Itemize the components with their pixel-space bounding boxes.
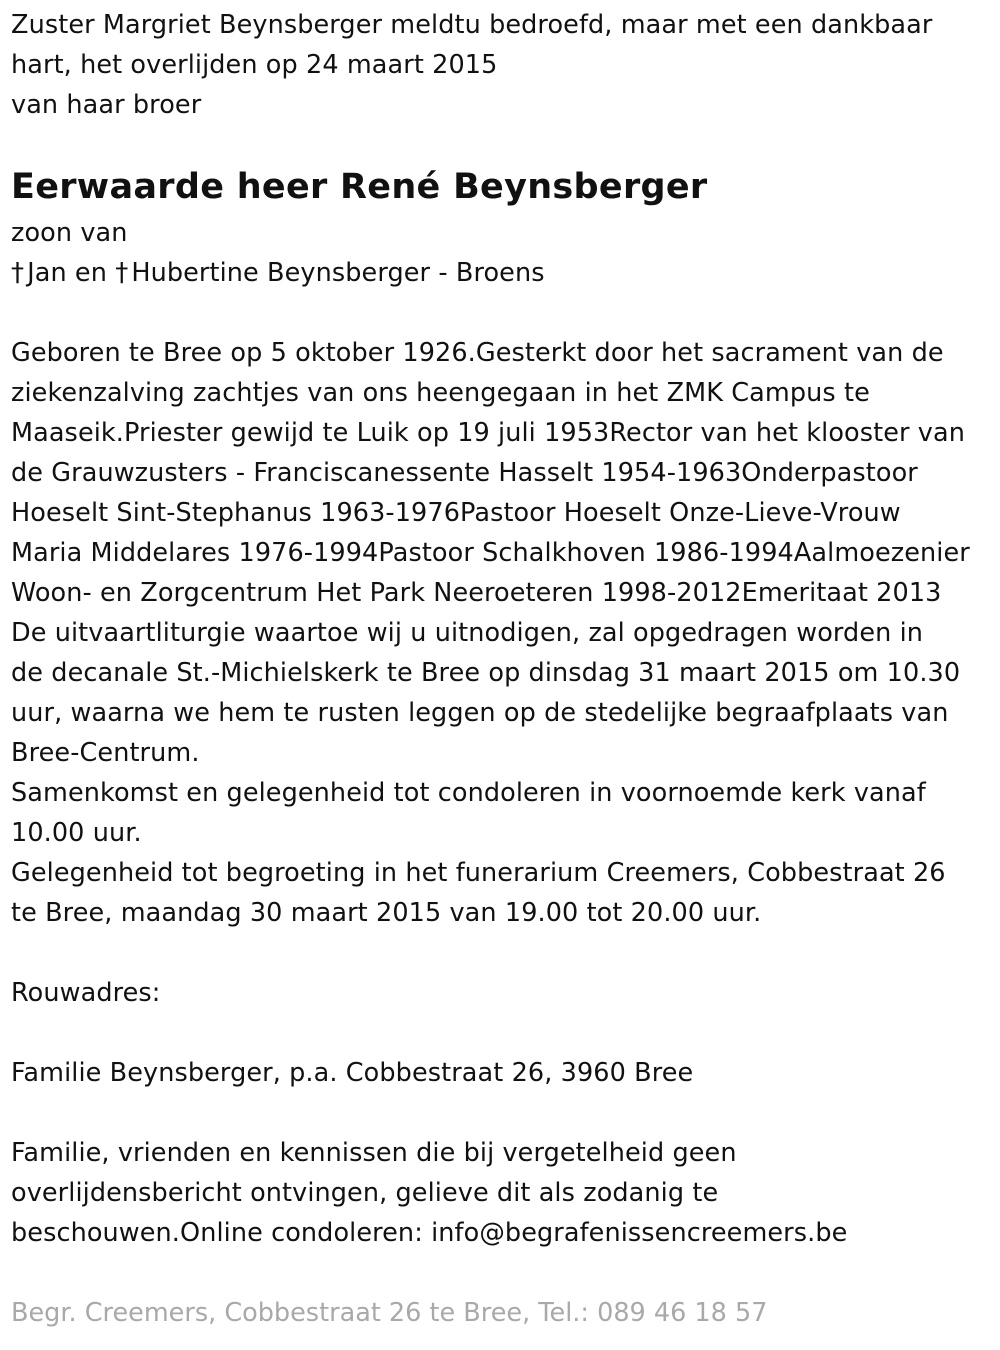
- intro-line-3: van haar broer: [11, 90, 202, 120]
- body-line: Maria Middelares 1976-1994Pastoor Schalkhoven 1986-1994Aalmoezenier: [11, 538, 970, 568]
- rouwadres-address: Familie Beynsberger, p.a. Cobbestraat 26, 3960 Bree: [11, 1058, 694, 1088]
- funeral-home-footer: Begr. Creemers, Cobbestraat 26 te Bree, Tel.: 089 46 18 57: [11, 1298, 768, 1328]
- parents-line: [11, 253, 545, 293]
- rouwadres-label: Rouwadres:: [11, 978, 161, 1008]
- parents-block: [11, 213, 545, 293]
- intro-line-2: hart, het overlijden op 24 maart 2015: [11, 50, 498, 80]
- body-line: uur, waarna we hem te rusten leggen op de stedelijke begraafplaats van: [11, 698, 949, 728]
- body-line: Samenkomst en gelegenheid tot condoleren in voornoemde kerk vanaf: [11, 778, 926, 808]
- body-paragraph: [11, 333, 970, 933]
- intro-line-1: Zuster Margriet Beynsberger meldtu bedroefd, maar met een dankbaar: [11, 10, 933, 40]
- intro-paragraph: [11, 5, 932, 125]
- notice-line-3: beschouwen.Online condoleren: info@begrafenissencreemers.be: [11, 1218, 848, 1248]
- son-of-label: zoon van: [11, 218, 128, 248]
- body-line: de Grauwzusters - Franciscanessente Hasselt 1954-1963Onderpastoor: [11, 458, 918, 488]
- mother-name: Hubertine Beynsberger - Broens: [131, 258, 545, 288]
- notice-line-2: overlijdensbericht ontvingen, gelieve dit als zodanig te: [11, 1178, 719, 1208]
- body-line: Woon- en Zorgcentrum Het Park Neeroeteren 1998-2012Emeritaat 2013: [11, 578, 942, 608]
- body-line: Bree-Centrum.: [11, 738, 200, 768]
- body-line: Gelegenheid tot begroeting in het funerarium Creemers, Cobbestraat 26: [11, 858, 946, 888]
- rouwadres-label-block: [11, 973, 161, 1013]
- body-line: De uitvaartliturgie waartoe wij u uitnodigen, zal opgedragen worden in: [11, 618, 924, 648]
- rouwadres-address-block: [11, 1053, 693, 1093]
- body-line: Geboren te Bree op 5 oktober 1926.Gesterkt door het sacrament van de: [11, 338, 944, 368]
- body-line: 10.00 uur.: [11, 818, 142, 848]
- body-line: Maaseik.Priester gewijd te Luik op 19 juli 1953Rector van het klooster van: [11, 418, 965, 448]
- body-line: te Bree, maandag 30 maart 2015 van 19.00 tot 20.00 uur.: [11, 898, 762, 928]
- body-line: Hoeselt Sint-Stephanus 1963-1976Pastoor Hoeselt Onze-Lieve-Vrouw: [11, 498, 901, 528]
- body-line: de decanale St.-Michielskerk te Bree op dinsdag 31 maart 2015 om 10.30: [11, 658, 961, 688]
- father-name: Jan en: [27, 258, 107, 288]
- notice-paragraph: [11, 1133, 847, 1253]
- body-line: ziekenzalving zachtjes van ons heengegaan in het ZMK Campus te: [11, 378, 870, 408]
- deceased-name: Eerwaarde heer René Beynsberger: [11, 167, 708, 207]
- notice-line-1: Familie, vrienden en kennissen die bij vergetelheid geen: [11, 1138, 737, 1168]
- cross-icon: †: [115, 258, 129, 288]
- cross-icon: †: [11, 258, 25, 288]
